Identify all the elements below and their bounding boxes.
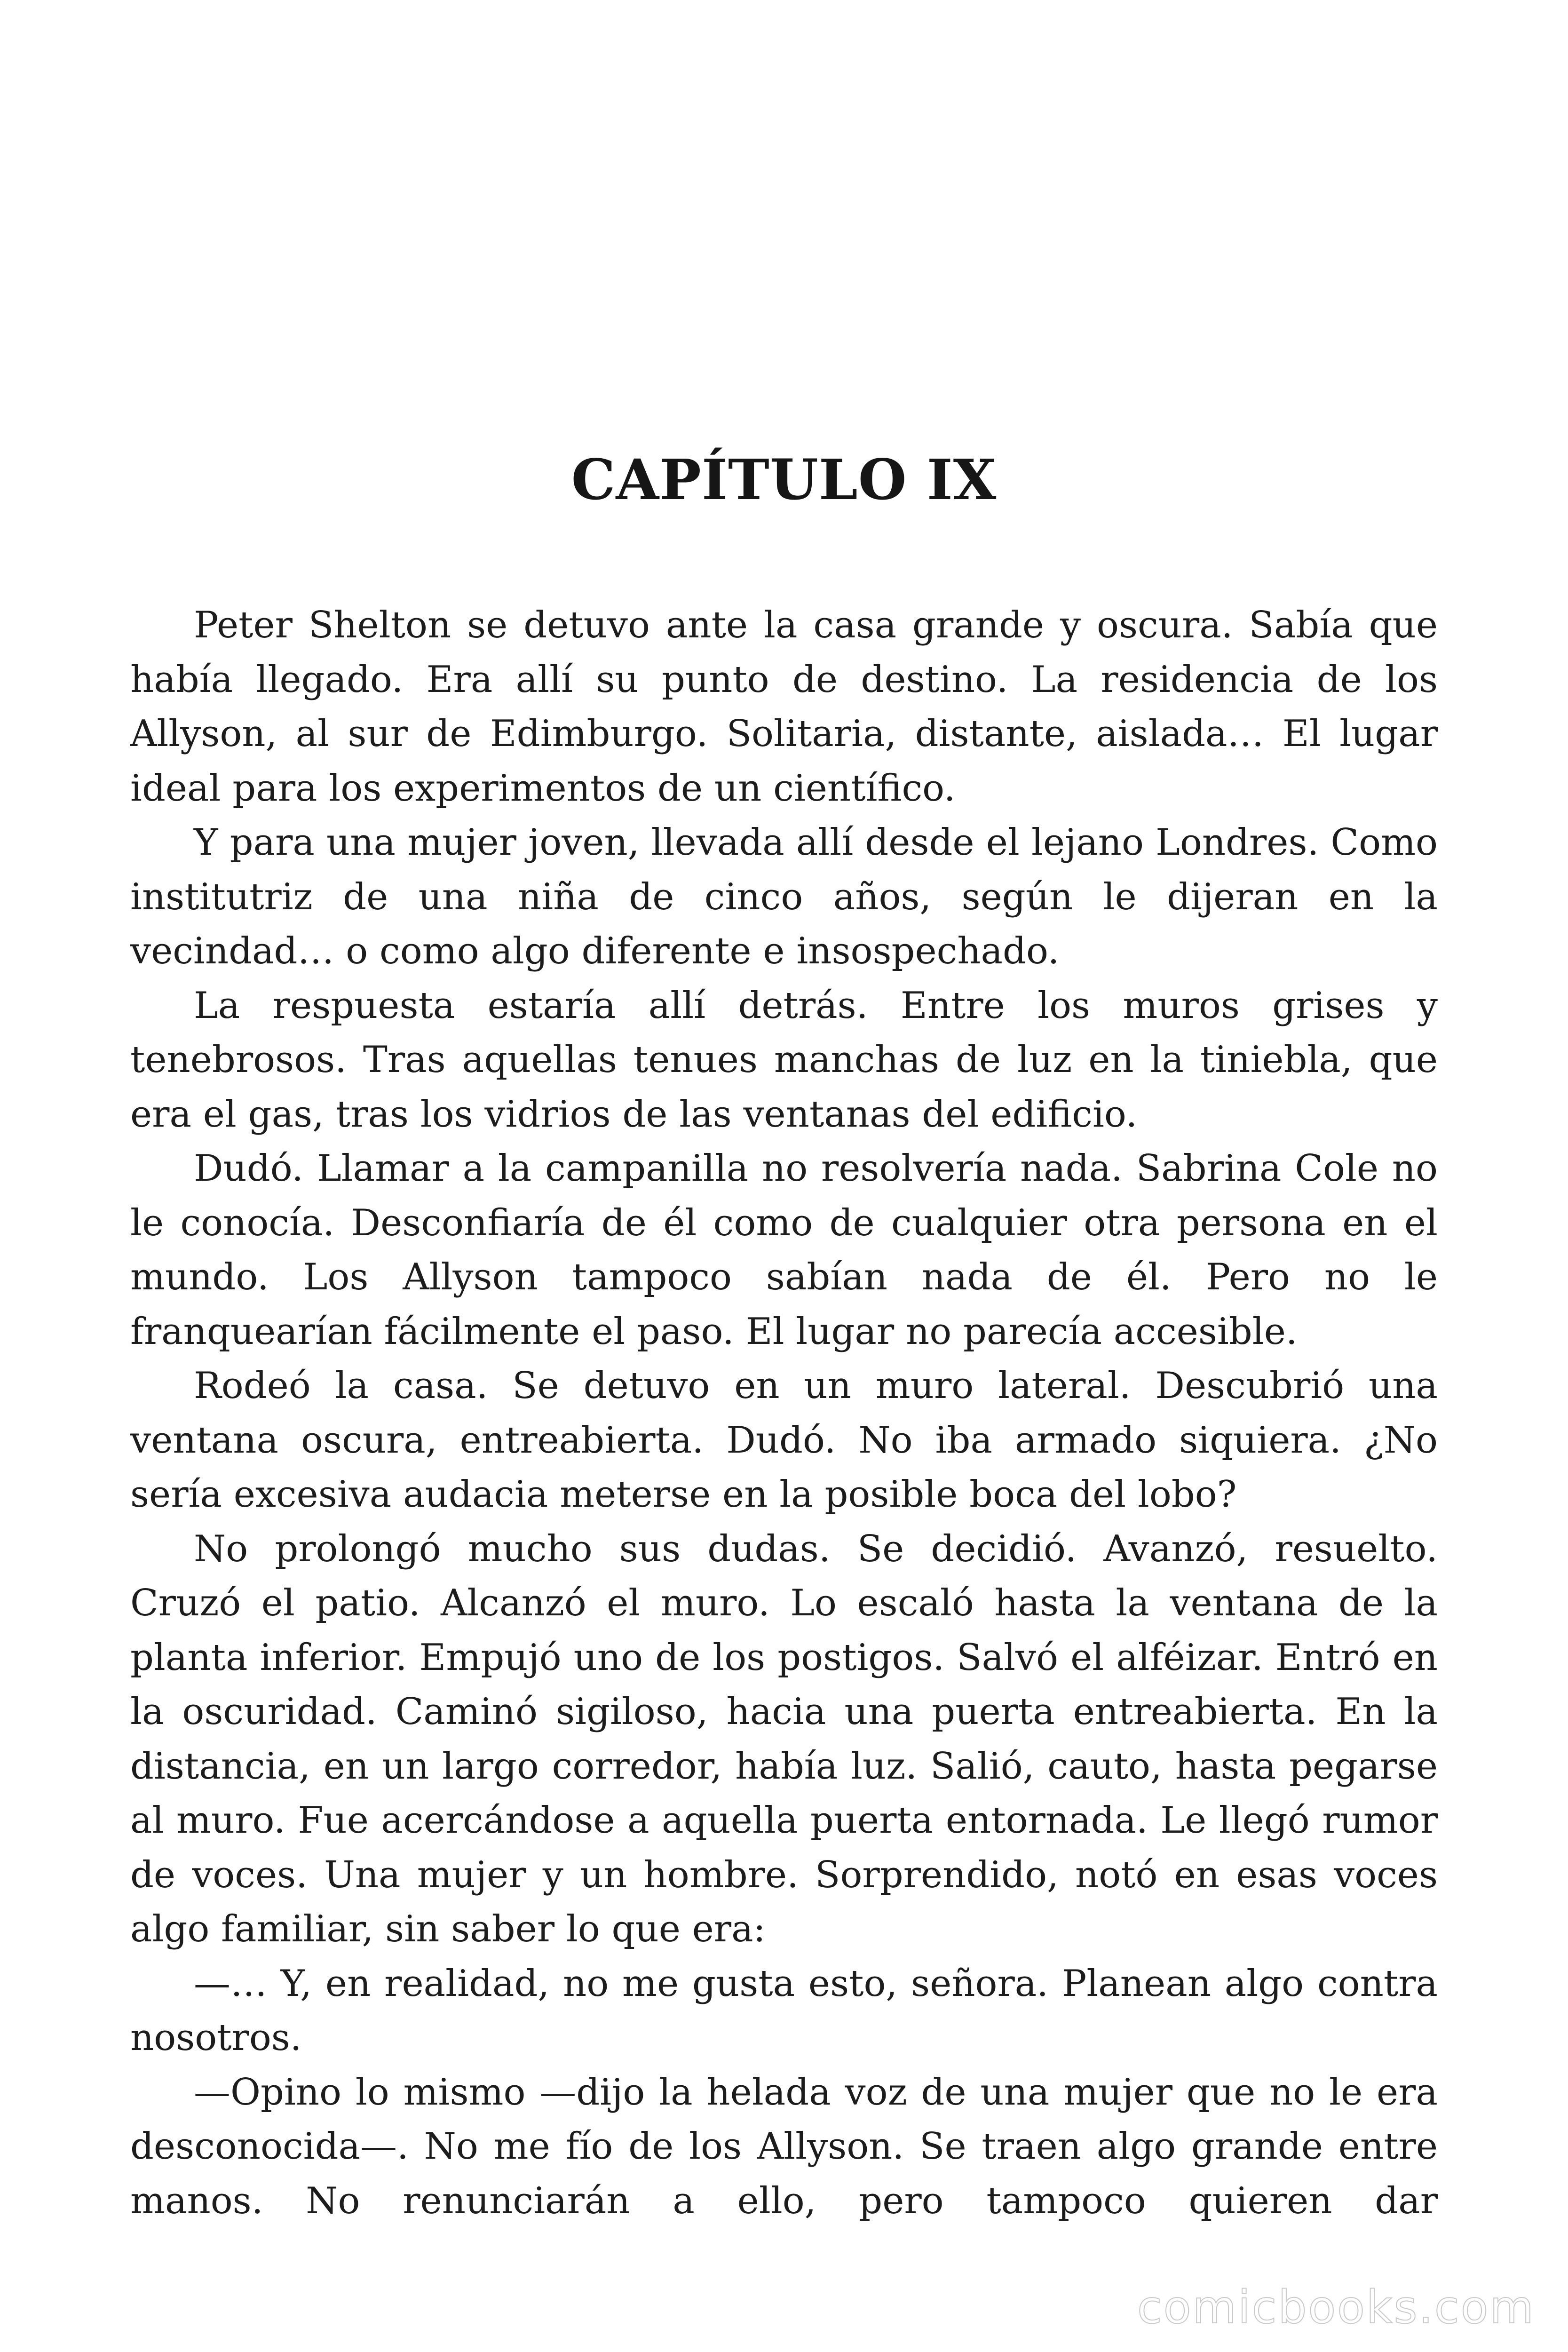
paragraph: Y para una mujer joven, llevada allí desde el lejano Londres. Como institutriz de una niña de cinco años, según le dijeran en la vecindad… o como algo diferente e insospechado. xyxy=(130,821,1438,972)
watermark: comicbooks.com xyxy=(1137,2281,1535,2334)
paragraph: Rodeó la casa. Se detuvo en un muro lateral. Descubrió una ventana oscura, entreabierta. Dudó. No iba armado siquiera. ¿No sería excesiva audacia meterse en la posible boca del lobo? xyxy=(130,1365,1438,1516)
chapter-body xyxy=(130,598,1438,2228)
paragraph: No prolongó mucho sus dudas. Se decidió. Avanzó, resuelto. Cruzó el patio. Alcanzó el muro. Lo escaló hasta la ventana de la planta inferior. Empujó uno de los postigos. Salvó el alféizar. Entró en la oscuridad. Caminó sigiloso, hacia una puerta entreabierta. En la distancia, en un largo corredor, había luz. Salió, cauto, hasta pegarse al muro. Fue acercándose a aquella puerta entornada. Le llegó rumor de voces. Una mujer y un hombre. Sorprendido, notó en esas voces algo familiar, sin saber lo que era: xyxy=(130,1527,1438,1950)
paragraph: Dudó. Llamar a la campanilla no resolvería nada. Sabrina Cole no le conocía. Desconfiaría de él como de cualquier otra persona en el mundo. Los Allyson tampoco sabían nada de él. Pero no le franquearían fácilmente el paso. El lugar no parecía accesible. xyxy=(130,1147,1438,1353)
paragraph: —… Y, en realidad, no me gusta esto, señora. Planean algo contra nosotros. xyxy=(130,1962,1438,2059)
paragraph: La respuesta estaría allí detrás. Entre los muros grises y tenebrosos. Tras aquellas tenues manchas de luz en la tiniebla, que era el gas, tras los vidrios de las ventanas del edificio. xyxy=(130,984,1438,1136)
paragraph: —Opino lo mismo —dijo la helada voz de una mujer que no le era desconocida—. No me fío de los Allyson. Se traen algo grande entre manos. No renunciarán a ello, pero tampoco quieren dar xyxy=(130,2071,1438,2222)
paragraph: Peter Shelton se detuvo ante la casa grande y oscura. Sabía que había llegado. Era allí su punto de destino. La residencia de los Allyson, al sur de Edimburgo. Solitaria, distante, aislada… El lugar ideal para los experimentos de un científico. xyxy=(130,604,1438,810)
chapter-title: CAPÍTULO IX xyxy=(571,447,997,512)
